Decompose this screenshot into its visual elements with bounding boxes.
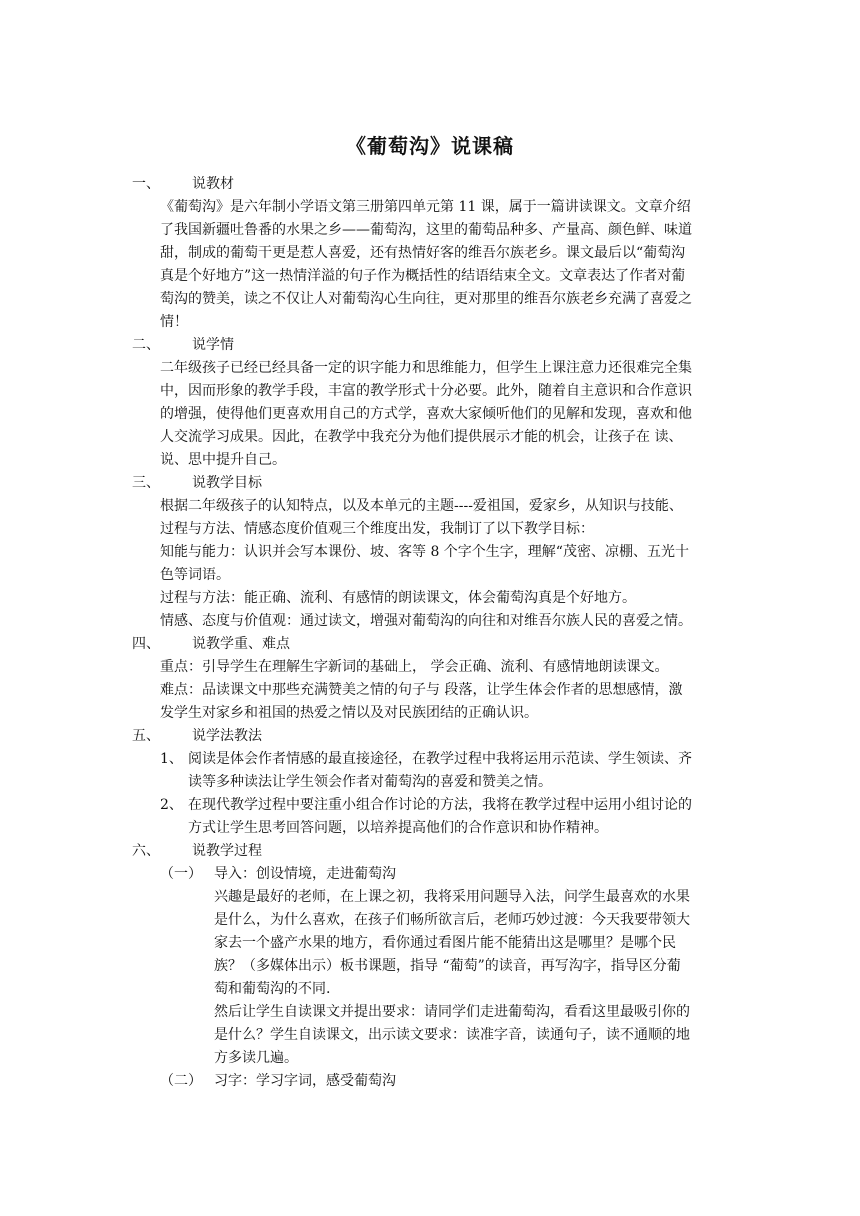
section-5-heading: 说学法教法 bbox=[192, 728, 262, 744]
paragraph-line: 《葡萄沟》是六年制小学语文第三册第四单元第 11 课，属于一篇讲读课文。文章介绍 bbox=[160, 199, 691, 215]
paragraph-line: 情感、态度与价值观：通过读文，增强对葡萄沟的向往和对维吾尔族人民的喜爱之情。 bbox=[160, 613, 692, 629]
paragraph-line: 重点：引导学生在理解生字新词的基础上， 学会正确、流利、有感情地朗读课文。 bbox=[160, 659, 669, 675]
list-item-line: 在现代教学过程中要注重小组合作讨论的方法，我将在教学过程中运用小组讨论的 bbox=[188, 797, 692, 813]
section-2-number: 二、 bbox=[132, 337, 160, 353]
paragraph-line: 真是个好地方”这一热情洋溢的句子作为概括性的结语结束全文。文章表达了作者对葡 bbox=[160, 268, 686, 284]
section-1-number: 一、 bbox=[132, 176, 160, 192]
section-5-number: 五、 bbox=[132, 728, 160, 744]
paragraph-line: 萄沟的赞美，读之不仅让人对葡萄沟心生向往，更对那里的维吾尔族老乡充满了喜爱之 bbox=[160, 291, 692, 307]
section-4-heading: 说教学重、难点 bbox=[192, 636, 290, 652]
paragraph-line: 情！ bbox=[160, 314, 188, 330]
section-3-heading: 说教学目标 bbox=[192, 475, 262, 491]
paragraph-line: 说、思中提升自己。 bbox=[160, 452, 286, 468]
section-2-heading: 说学情 bbox=[192, 337, 234, 353]
paragraph-line: 知能与能力：认识并会写本课份、坡、客等 8 个字个生字，理解“茂密、凉棚、五光十 bbox=[160, 544, 689, 560]
section-6-number: 六、 bbox=[132, 843, 160, 859]
paragraph-line: 过程与方法、情感态度价值观三个维度出发，我制订了以下教学目标： bbox=[160, 521, 594, 537]
document-title: 《葡萄沟》说课稿 bbox=[346, 134, 514, 158]
paragraph-line: 发学生对家乡和祖国的热爱之情以及对民族团结的正确认识。 bbox=[160, 705, 538, 721]
list-marker: 2、 bbox=[160, 797, 183, 813]
list-item-line: 方式让学生思考回答问题，以培养提高他们的合作意识和协作精神。 bbox=[188, 820, 608, 836]
paragraph-line: 萄和葡萄沟的不同. bbox=[214, 981, 331, 997]
paragraph-line: 中，因而形象的教学手段，丰富的教学形式十分必要。此外，随着自主意识和合作意识 bbox=[160, 383, 692, 399]
paragraph-line: 是什么，为什么喜欢，在孩子们畅所欲言后，老师巧妙过渡：今天我要带领大 bbox=[214, 912, 690, 928]
paragraph-line: 的增强，使得他们更喜欢用自己的方式学，喜欢大家倾听他们的见解和发现，喜欢和他 bbox=[160, 406, 692, 422]
paragraph-line: 二年级孩子已经已经具备一定的识字能力和思维能力，但学生上课注意力还很难完全集 bbox=[160, 360, 692, 376]
subsection-heading: 导入：创设情境，走进葡萄沟 bbox=[214, 866, 396, 882]
paragraph-line: 人交流学习成果。因此，在教学中我充分为他们提供展示才能的机会，让孩子在 读、 bbox=[160, 429, 683, 445]
paragraph-line: 过程与方法：能正确、流利、有感情的朗读课文，体会葡萄沟真是个好地方。 bbox=[160, 590, 636, 606]
section-1-heading: 说教材 bbox=[192, 176, 234, 192]
paragraph-line: 难点：品读课文中那些充满赞美之情的句子与 段落，让学生体会作者的思想感情，激 bbox=[160, 682, 683, 698]
section-4-number: 四、 bbox=[132, 636, 160, 652]
paragraph-line: 家去一个盛产水果的地方，看你通过看图片能不能猜出这是哪里？是哪个民 bbox=[214, 935, 676, 951]
list-item-line: 读等多种读法让学生领会作者对葡萄沟的喜爱和赞美之情。 bbox=[188, 774, 552, 790]
paragraph-line: 方多读几遍。 bbox=[214, 1050, 298, 1066]
subsection-marker: （二） bbox=[160, 1073, 202, 1089]
paragraph-line: 了我国新疆吐鲁番的水果之乡——葡萄沟，这里的葡萄品种多、产量高、颜色鲜、味道 bbox=[160, 222, 692, 238]
subsection-heading: 习字：学习字词，感受葡萄沟 bbox=[214, 1073, 396, 1089]
section-6-heading: 说教学过程 bbox=[192, 843, 262, 859]
subsection-marker: （一） bbox=[160, 866, 202, 882]
list-item-line: 阅读是体会作者情感的最直接途径，在教学过程中我将运用示范读、学生领读、齐 bbox=[188, 751, 692, 767]
paragraph-line: 族？（多媒体出示）板书课题，指导 “葡萄”的读音，再写沟字，指导区分葡 bbox=[214, 958, 681, 974]
paragraph-line: 然后让学生自读课文并提出要求：请同学们走进葡萄沟，看看这里最吸引你的 bbox=[214, 1004, 690, 1020]
paragraph-line: 兴趣是最好的老师，在上课之初，我将采用问题导入法，问学生最喜欢的水果 bbox=[214, 889, 690, 905]
paragraph-line: 根据二年级孩子的认知特点，以及本单元的主题----爱祖国，爱家乡，从知识与技能、 bbox=[160, 498, 683, 514]
section-3-number: 三、 bbox=[132, 475, 160, 491]
paragraph-line: 色等词语。 bbox=[160, 567, 230, 583]
paragraph-line: 是什么？学生自读课文，出示读文要求：读准字音，读通句子，读不通顺的地 bbox=[214, 1027, 690, 1043]
list-marker: 1、 bbox=[160, 751, 183, 767]
paragraph-line: 甜，制成的葡萄干更是惹人喜爱，还有热情好客的维吾尔族老乡。课文最后以“葡萄沟 bbox=[160, 245, 686, 261]
